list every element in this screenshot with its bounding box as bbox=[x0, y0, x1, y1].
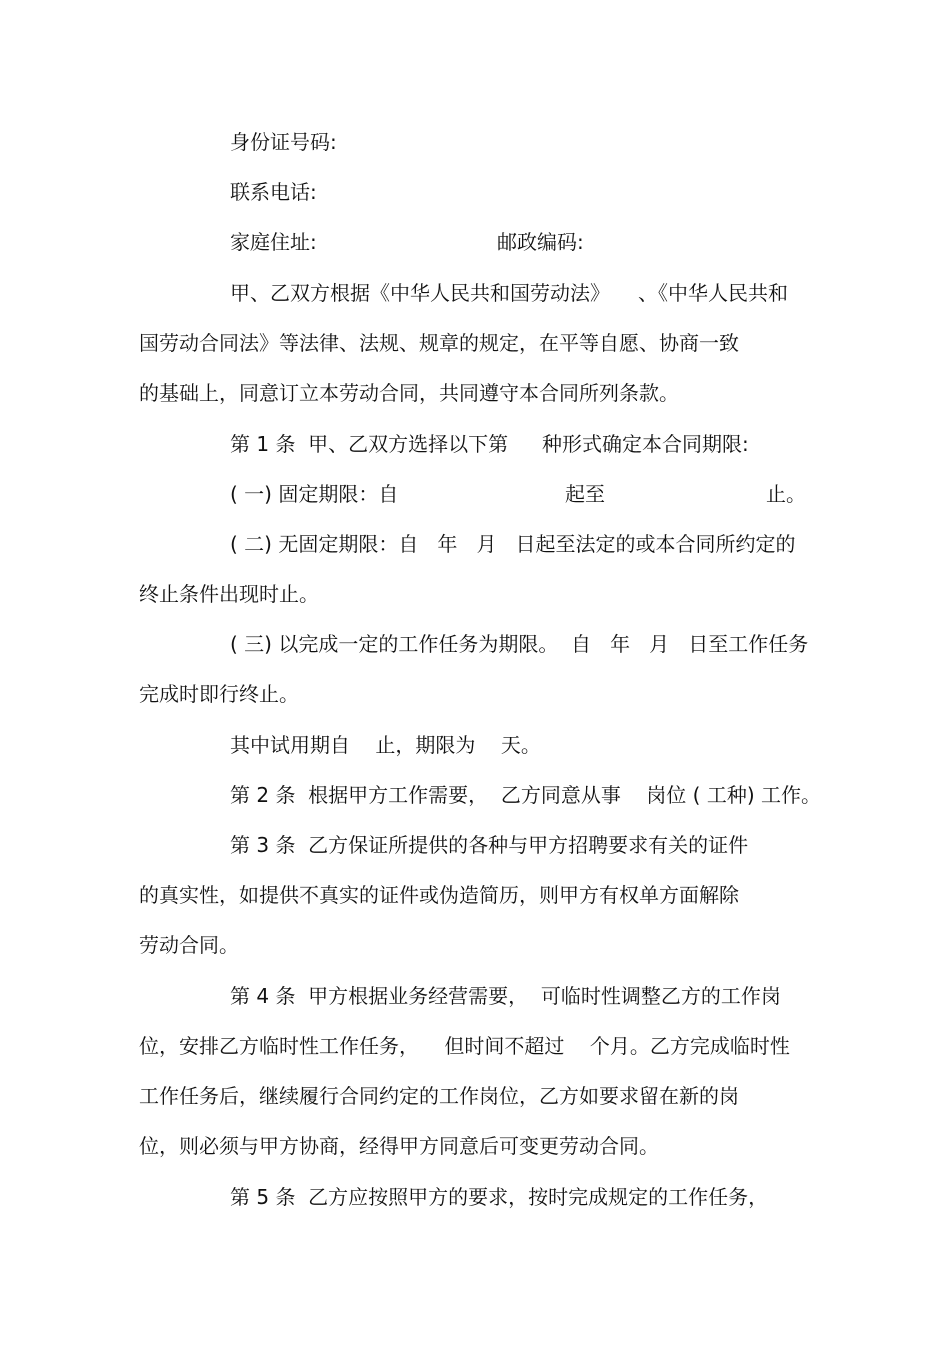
preamble-line-3: 的基础上，同意订立本劳动合同，共同遵守本合同所列条款。 bbox=[139, 381, 679, 405]
fixed-term-line-b: 起至 bbox=[565, 482, 605, 506]
article-3-line-2: 的真实性，如提供不真实的证件或伪造简历，则甲方有权单方面解除 bbox=[139, 883, 739, 907]
phone-label: 联系电话: bbox=[230, 180, 317, 204]
postal-code-label: 邮政编码: bbox=[497, 230, 584, 254]
home-address-label: 家庭住址: bbox=[230, 230, 317, 254]
preamble-line-2: 国劳动合同法》等法律、法规、规章的规定，在平等自愿、协商一致 bbox=[139, 331, 739, 355]
fixed-term-line-c: 止。 bbox=[766, 482, 806, 506]
fixed-term-line-a: ( 一) 固定期限：自 bbox=[230, 482, 399, 506]
preamble-line-1b: 、《中华人民共和 bbox=[638, 281, 788, 305]
article-2-line: 第 2 条 根据甲方工作需要， 乙方同意从事 岗位 ( 工种) 工作。 bbox=[230, 783, 821, 807]
article-5-line-1: 第 5 条 乙方应按照甲方的要求，按时完成规定的工作任务， bbox=[230, 1185, 769, 1209]
preamble-line-1a: 甲、乙双方根据《中华人民共和国劳动法》 bbox=[230, 281, 610, 305]
article-3-line-1: 第 3 条 乙方保证所提供的各种与甲方招聘要求有关的证件 bbox=[230, 833, 749, 857]
probation-line: 其中试用期自 止，期限为 天。 bbox=[230, 733, 541, 757]
open-term-line-2: 终止条件出现时止。 bbox=[139, 582, 319, 606]
id-number-label: 身份证号码: bbox=[230, 130, 337, 154]
article-1-line-a: 第 1 条 甲、乙双方选择以下第 bbox=[230, 432, 509, 456]
article-3-line-3: 劳动合同。 bbox=[139, 933, 239, 957]
article-4-line-2: 位，安排乙方临时性工作任务， 但时间不超过 个月。乙方完成临时性 bbox=[139, 1034, 790, 1058]
task-term-line-2: 完成时即行终止。 bbox=[139, 682, 299, 706]
open-term-line-1: ( 二) 无固定期限：自 年 月 日起至法定的或本合同所约定的 bbox=[230, 532, 796, 556]
article-1-line-b: 种形式确定本合同期限: bbox=[542, 432, 749, 456]
article-4-line-3: 工作任务后，继续履行合同约定的工作岗位，乙方如要求留在新的岗 bbox=[139, 1084, 739, 1108]
article-4-line-4: 位，则必须与甲方协商，经得甲方同意后可变更劳动合同。 bbox=[139, 1134, 659, 1158]
task-term-line-1: ( 三) 以完成一定的工作任务为期限。 自 年 月 日至工作任务 bbox=[230, 632, 809, 656]
article-4-line-1: 第 4 条 甲方根据业务经营需要， 可临时性调整乙方的工作岗 bbox=[230, 984, 781, 1008]
